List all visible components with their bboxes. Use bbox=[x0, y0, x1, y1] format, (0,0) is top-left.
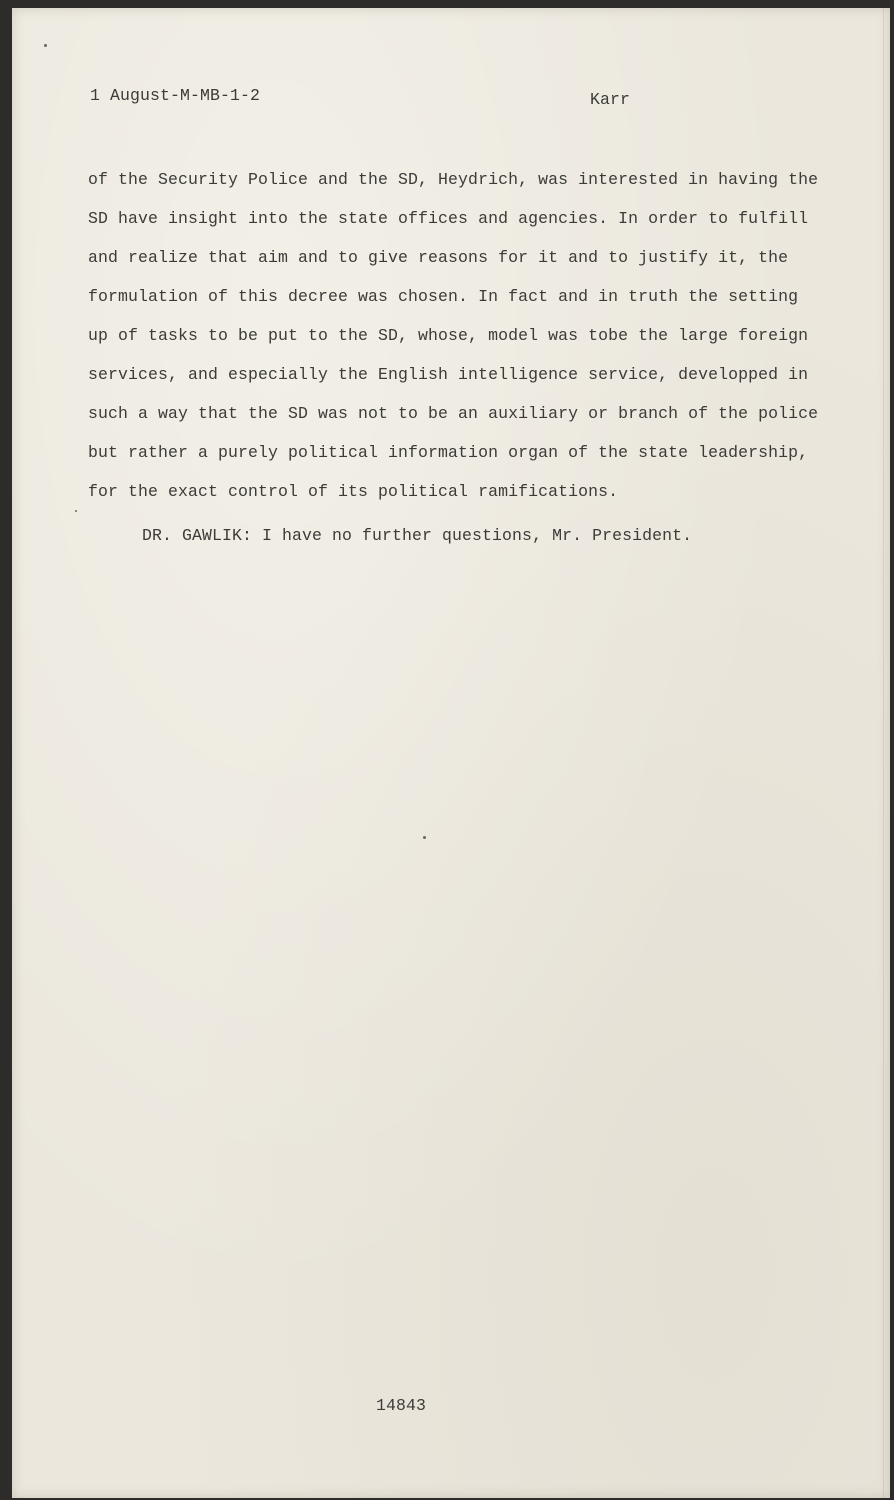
paper-edge-line bbox=[883, 8, 884, 1498]
document-sheet bbox=[12, 8, 890, 1498]
paper-speck bbox=[44, 44, 47, 47]
body-line: for the exact control of its political ramifications. bbox=[88, 482, 619, 501]
speaker-statement: DR. GAWLIK: I have no further questions, Mr. President. bbox=[142, 526, 693, 545]
body-line: and realize that aim and to give reasons for it and to justify it, the bbox=[88, 248, 789, 267]
body-line: SD have insight into the state offices and agencies. In order to fulfill bbox=[88, 209, 809, 228]
body-line: up of tasks to be put to the SD, whose, model was tobe the large foreign bbox=[88, 326, 809, 345]
page-number: 14843 bbox=[376, 1396, 427, 1415]
body-line: of the Security Police and the SD, Heydrich, was interested in having the bbox=[88, 170, 819, 189]
body-line: services, and especially the English intelligence service, developped in bbox=[88, 365, 809, 384]
paper-speck bbox=[423, 836, 426, 839]
paper-speck bbox=[75, 510, 77, 512]
body-line: but rather a purely political information organ of the state leadership, bbox=[88, 443, 809, 462]
header-reference: 1 August-M-MB-1-2 bbox=[90, 86, 261, 105]
header-name: Karr bbox=[590, 90, 631, 109]
body-paragraph bbox=[88, 160, 819, 511]
body-line: such a way that the SD was not to be an auxiliary or branch of the police bbox=[88, 404, 819, 423]
body-line: formulation of this decree was chosen. In fact and in truth the setting bbox=[88, 287, 799, 306]
